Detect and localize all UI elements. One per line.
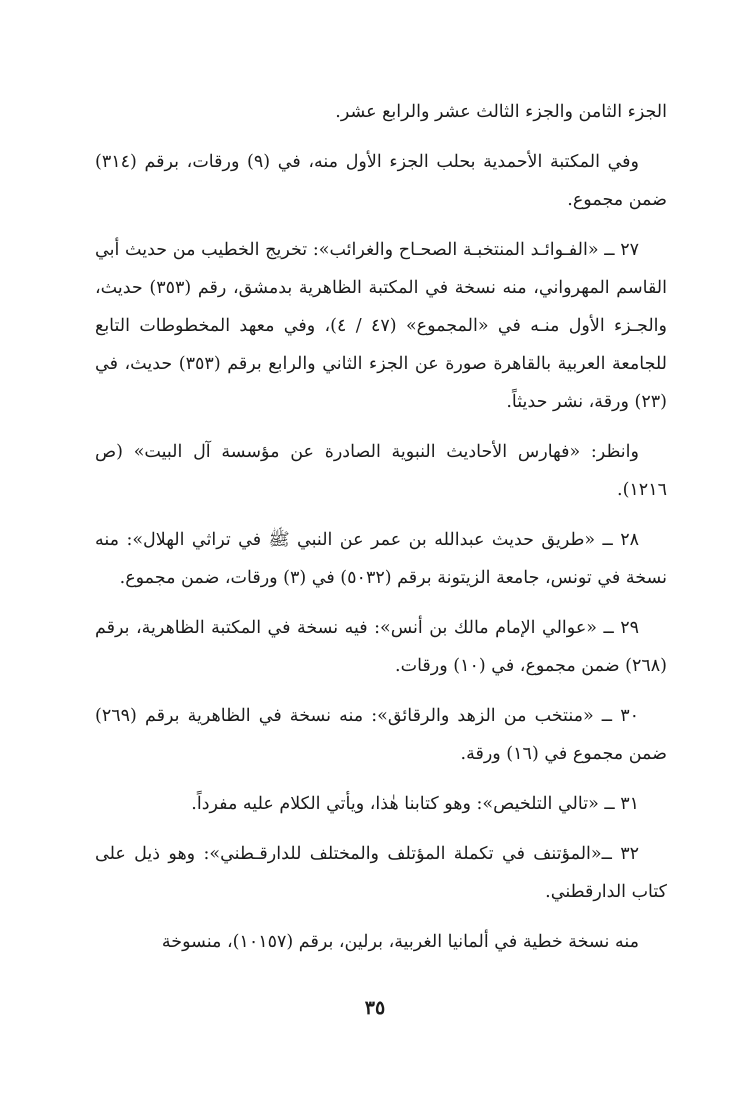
paragraph-continuation: الجزء الثامن والجزء الثالث عشر والرابع عشر. bbox=[335, 102, 667, 122]
page-number: ٣٥ bbox=[364, 997, 386, 1019]
paragraph-entry-31: ٣١ ــ «تالي التلخيص»: وهو كتابنا هٰذا، ويأتي الكلام عليه مفرداً. bbox=[191, 794, 639, 814]
paragraph-ahmadiyya-library: وفي المكتبة الأحمدية بحلب الجزء الأول منه، في (٩) ورقات، برقم (٣١٤) ضمن مجموع. bbox=[95, 152, 667, 210]
paragraph-entry-29: ٢٩ ــ «عوالي الإمام مالك بن أنس»: فيه نسخة في المكتبة الظاهرية، برقم (٢٦٨) ضمن مجموع، في (١٠) ورقات. bbox=[95, 618, 667, 676]
paragraph-entry-32: ٣٢ ــ«المؤتنف في تكملة المؤتلف والمختلف للدارقـطني»: وهو ذيل على كتاب الدارقطني. bbox=[95, 844, 667, 902]
paragraph-entry-27: ٢٧ ــ «الفـوائـد المنتخبـة الصحـاح والغرائب»: تخريج الخطيب من حديث أبي القاسم المهرواني، منه نسخة في المكتبة الظاهرية بدمشق، رقم (٣٥٣) حديث، والجـزء الأول منـه في «المجموع» (٤٧ / ٤)، وفي معهد المخطوطات التابع للجامعة العربية بالقاهرة صورة عن الجزء الثاني والرابع برقم (٣٥٣) حديث، في (٢٣) ورقة، نشر حديثاً. bbox=[95, 240, 667, 412]
paragraph-entry-30: ٣٠ ــ «منتخب من الزهد والرقائق»: منه نسخة في الظاهرية برقم (٢٦٩) ضمن مجموع في (١٦) ورقة. bbox=[95, 706, 667, 764]
paragraph-manuscript-copy: منه نسخة خطية في ألمانيا الغربية، برلين، برقم (١٠١٥٧)، منسوخة bbox=[161, 932, 639, 952]
paragraph-entry-28: ٢٨ ــ «طريق حديث عبدالله بن عمر عن النبي ﷺ في تراثي الهلال»: منه نسخة في تونس، جامعة الزيتونة برقم (٥٠٣٢) في (٣) ورقات، ضمن مجموع. bbox=[95, 530, 667, 588]
paragraph-see-also: وانظر: «فهارس الأحاديث النبوية الصادرة عن مؤسسة آل البيت» (ص ١٢١٦). bbox=[95, 442, 667, 500]
body-text bbox=[95, 93, 667, 973]
